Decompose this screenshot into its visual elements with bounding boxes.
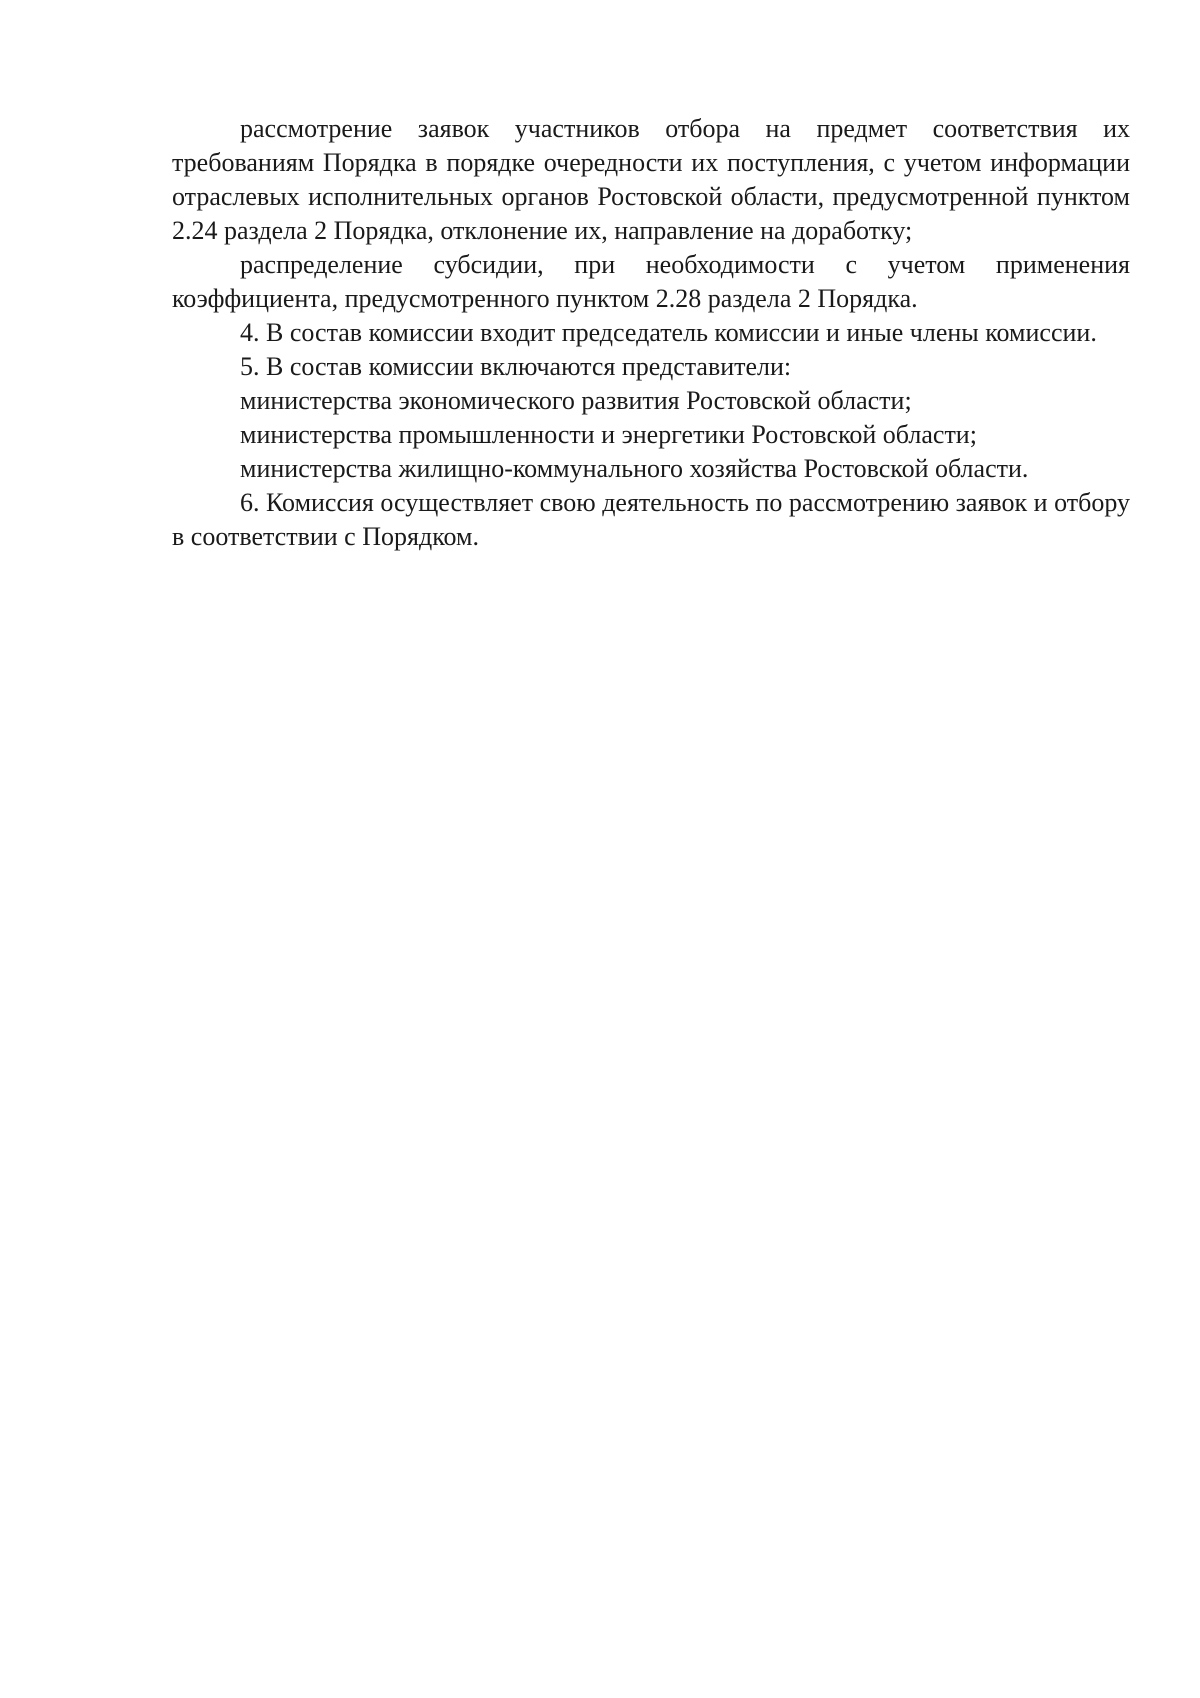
document-body	[172, 112, 1130, 554]
paragraph-representatives-intro: 5. В состав комиссии включаются представители:	[240, 352, 792, 381]
paragraph-commission-activity: 6. Комиссия осуществляет свою деятельность по рассмотрению заявок и отбору в соответствии с Порядком.	[172, 488, 1130, 551]
paragraph-review-applications: рассмотрение заявок участников отбора на предмет соответствия их требованиям Порядка в порядке очередности их поступления, с учетом информации отраслевых исполнительных органов Ростовской области, предусмотренной пунктом 2.24 раздела 2 Порядка, отклонение их, направление на доработку;	[172, 114, 1130, 245]
paragraph-subsidy-distribution: распределение субсидии, при необходимости с учетом применения коэффициента, предусмотренного пунктом 2.28 раздела 2 Порядка.	[172, 250, 1130, 313]
paragraph-commission-composition: 4. В состав комиссии входит председатель комиссии и иные члены комиссии.	[240, 318, 1097, 347]
list-item-ministry-housing: министерства жилищно-коммунального хозяйства Ростовской области.	[240, 454, 1029, 483]
list-item-ministry-economic: министерства экономического развития Ростовской области;	[240, 386, 912, 415]
list-item-ministry-industry: министерства промышленности и энергетики Ростовской области;	[240, 420, 977, 449]
